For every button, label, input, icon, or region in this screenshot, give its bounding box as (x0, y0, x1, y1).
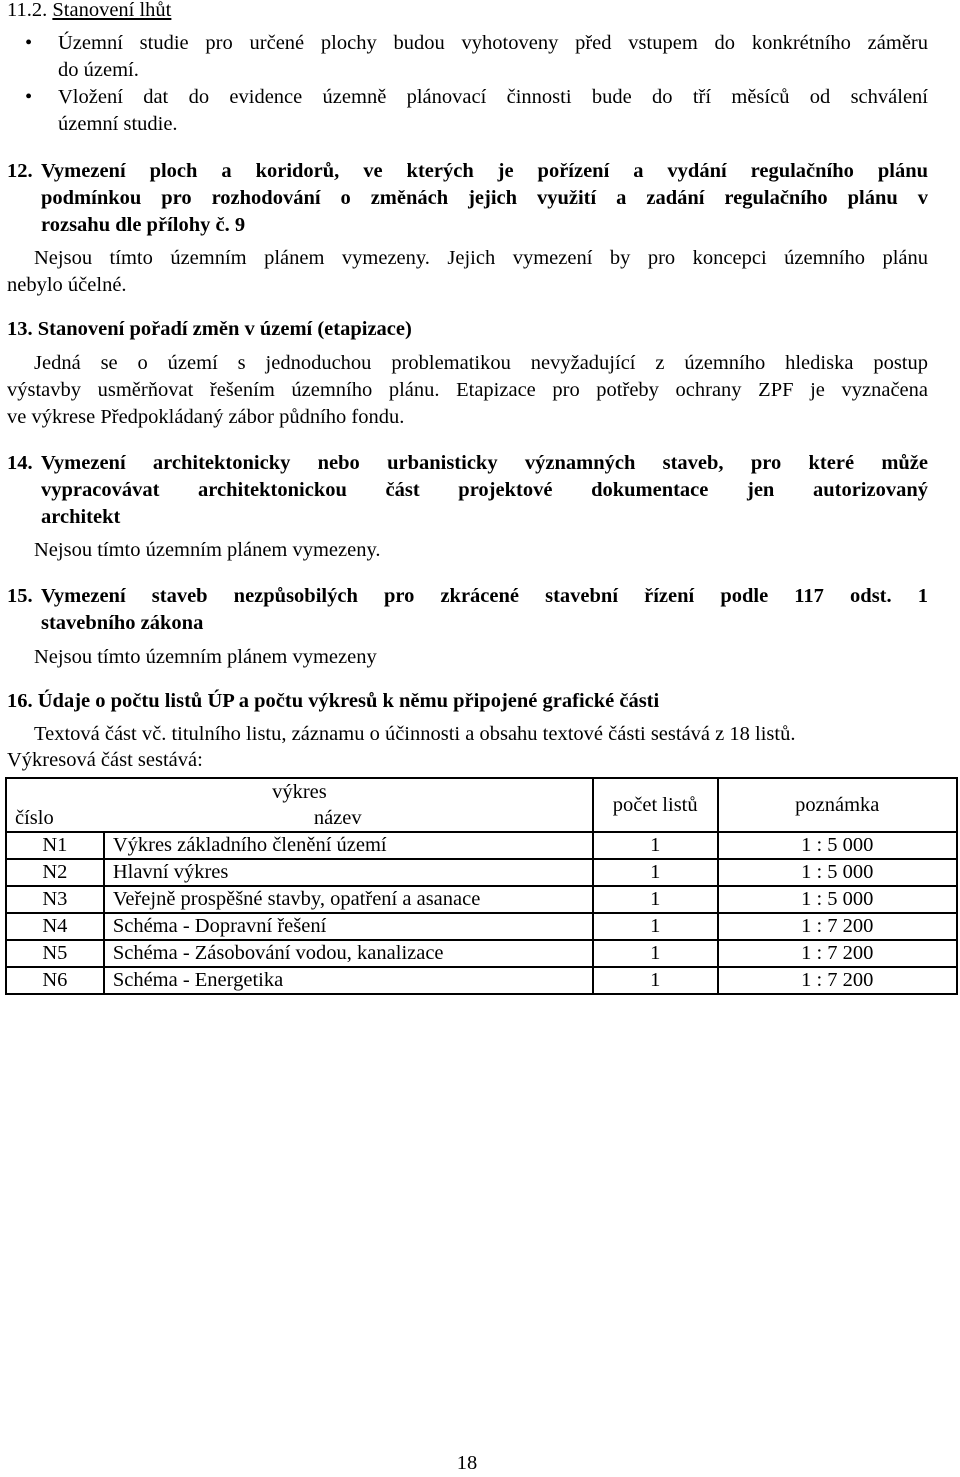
cell-pocet: 1 (593, 859, 718, 886)
section-number: 11.2. (7, 0, 48, 21)
list-item (0, 30, 928, 84)
paragraph-line: Nejsou tímto územním plánem vymezeny. Jejich vymezení by pro koncepci územního plánu (34, 247, 928, 269)
table-header-row (6, 778, 957, 805)
heading-number: 12. (7, 160, 33, 182)
cell-cislo: N5 (6, 940, 104, 967)
cell-nazev: Výkres základního členění území (104, 832, 593, 859)
cell-poznamka: 1 : 5 000 (718, 859, 957, 886)
table-row (6, 859, 957, 886)
drawings-table (5, 777, 958, 995)
paragraph-12 (7, 245, 928, 299)
paragraph-14: Nejsou tímto územním plánem vymezeny. (34, 539, 381, 561)
cell-poznamka: 1 : 5 000 (718, 832, 957, 859)
section-title-text: Stanovení lhůt (52, 0, 172, 21)
heading-line: stavebního zákona (41, 612, 204, 634)
bullet-line: Územní studie pro určené plochy budou vyhotoveny před vstupem do konkrétního záměru (58, 32, 928, 54)
cell-cislo: N2 (6, 859, 104, 886)
heading-line: Vymezení architektonicky nebo urbanisticky významných staveb, pro které může (41, 452, 928, 474)
cell-pocet: 1 (593, 967, 718, 994)
cell-nazev: Hlavní výkres (104, 859, 593, 886)
bullet-icon: • (25, 86, 33, 108)
cell-pocet: 1 (593, 832, 718, 859)
bullet-icon: • (25, 32, 33, 54)
heading-line: rozsahu dle přílohy č. 9 (41, 214, 246, 236)
header-nazev: název (104, 805, 593, 832)
bullet-line: územní studie. (58, 113, 178, 135)
list-item (0, 84, 928, 138)
cell-poznamka: 1 : 7 200 (718, 913, 957, 940)
cell-pocet: 1 (593, 886, 718, 913)
header-poznamka: poznámka (718, 778, 957, 832)
cell-nazev: Schéma - Dopravní řešení (104, 913, 593, 940)
heading-line: Vymezení ploch a koridorů, ve kterých je pořízení a vydání regulačního plánu (41, 160, 928, 182)
cell-nazev: Schéma - Energetika (104, 967, 593, 994)
paragraph-line: výstavby usměrňovat řešením územního plánu. Etapizace pro potřeby ochrany ZPF je vyznačena (7, 379, 928, 401)
table-row (6, 913, 957, 940)
bullet-list (0, 30, 928, 138)
heading-14 (41, 450, 928, 531)
cell-cislo: N1 (6, 832, 104, 859)
paragraph-line: Jedná se o území s jednoduchou problematikou nevyžadující z územního hlediska postup (34, 352, 928, 374)
heading-13: 13. Stanovení pořadí změn v území (etapizace) (7, 318, 412, 340)
section-title (7, 0, 171, 24)
header-pocet: počet listů (593, 778, 718, 832)
cell-poznamka: 1 : 5 000 (718, 886, 957, 913)
heading-15 (41, 583, 928, 637)
cell-poznamka: 1 : 7 200 (718, 940, 957, 967)
paragraph-line: nebylo účelné. (7, 274, 127, 296)
bullet-line: Vložení dat do evidence územně plánovací činnosti bude do tří měsíců od schválení (58, 86, 928, 108)
header-group: výkres (6, 778, 593, 805)
cell-poznamka: 1 : 7 200 (718, 967, 957, 994)
table-row (6, 967, 957, 994)
heading-line: Vymezení staveb nezpůsobilých pro zkrácené stavební řízení podle 117 odst. 1 (41, 585, 928, 607)
heading-number: 14. (7, 452, 33, 474)
header-cislo: číslo (6, 805, 104, 832)
cell-nazev: Veřejně prospěšné stavby, opatření a asanace (104, 886, 593, 913)
paragraph-16: Textová část vč. titulního listu, záznamu o účinnosti a obsahu textové části sestává z 18 listů. (34, 723, 796, 745)
heading-line: podmínkou pro rozhodování o změnách jejich využití a zadání regulačního plánu v (41, 187, 928, 209)
cell-cislo: N3 (6, 886, 104, 913)
cell-cislo: N6 (6, 967, 104, 994)
heading-16: 16. Údaje o počtu listů ÚP a počtu výkresů k němu připojené grafické části (7, 690, 660, 712)
cell-cislo: N4 (6, 913, 104, 940)
heading-12 (41, 158, 928, 239)
table-row (6, 886, 957, 913)
paragraph-16b: Výkresová část sestává: (7, 749, 203, 771)
paragraph-line: ve výkrese Předpokládaný zábor půdního fondu. (7, 406, 405, 428)
table-row (6, 940, 957, 967)
bullet-line: do území. (58, 59, 139, 81)
paragraph-15: Nejsou tímto územním plánem vymezeny (34, 646, 377, 668)
page-number: 18 (456, 1452, 478, 1474)
heading-number: 15. (7, 585, 33, 607)
table-row (6, 832, 957, 859)
paragraph-13 (7, 350, 928, 431)
cell-nazev: Schéma - Zásobování vodou, kanalizace (104, 940, 593, 967)
heading-line: vypracovávat architektonickou část projektové dokumentace jen autorizovaný (41, 479, 928, 501)
heading-line: architekt (41, 506, 121, 528)
cell-pocet: 1 (593, 940, 718, 967)
cell-pocet: 1 (593, 913, 718, 940)
